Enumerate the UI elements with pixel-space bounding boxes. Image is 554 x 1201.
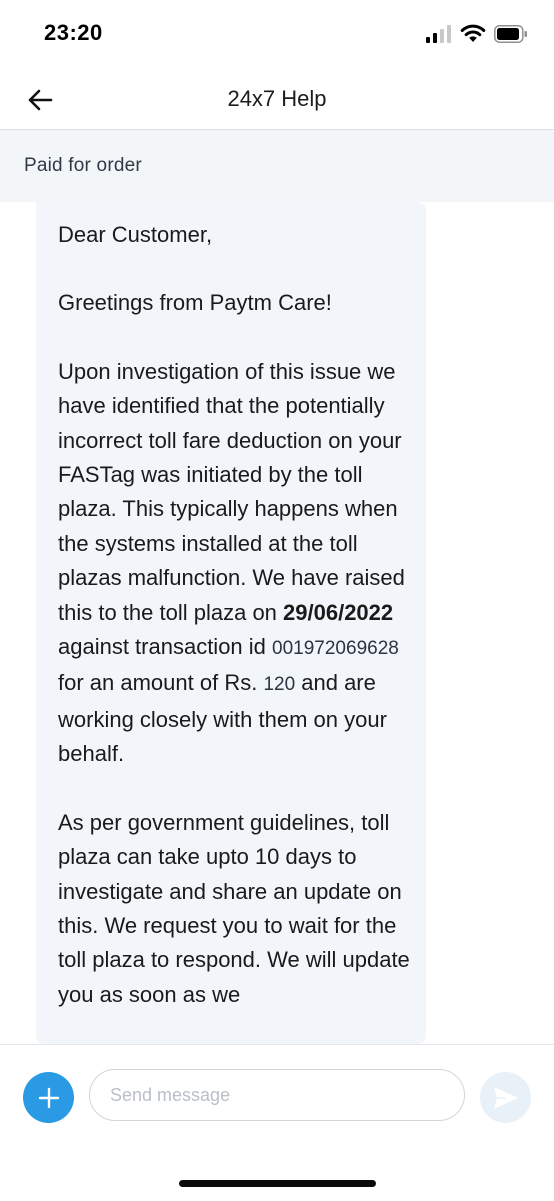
message-greeting: Dear Customer, <box>58 222 213 247</box>
wifi-icon <box>460 24 486 43</box>
message-input[interactable] <box>89 1069 465 1121</box>
transaction-id: 001972069628 <box>272 638 399 660</box>
battery-icon <box>494 25 528 43</box>
message-text: and are working closely with them on your behalf. <box>58 670 387 767</box>
message-text: Upon investigation of this issue we have identified that the potentially incorrect toll fare deduction on your FASTag was initiated by the toll plaza. This typically happens when the systems installed at the toll plazas malfunction. We have raised this to the toll plaza on <box>58 358 405 625</box>
order-label: Paid for order <box>24 155 142 176</box>
send-button[interactable] <box>480 1072 531 1123</box>
message-bubble <box>36 202 426 1044</box>
plus-icon <box>38 1087 60 1109</box>
page-title: 24x7 Help <box>227 86 327 111</box>
home-indicator <box>179 1180 376 1187</box>
status-bar <box>0 0 554 70</box>
message-paragraph-2: As per government guidelines, toll plaza can take upto 10 days to investigate and share an update on this. We request you to wait for the toll plaza to respond. We will update you as soon as we <box>58 809 410 1007</box>
add-attachment-button[interactable] <box>23 1072 74 1123</box>
message-text: against transaction id <box>58 634 273 660</box>
message-date: 29/06/2022 <box>283 599 394 625</box>
order-context-bar <box>0 130 554 202</box>
message-intro: Greetings from Paytm Care! <box>58 290 332 316</box>
app-header <box>0 70 554 130</box>
cellular-signal-icon <box>426 25 452 43</box>
amount: 120 <box>263 674 296 696</box>
message-composer <box>0 1044 554 1201</box>
message-paragraph-1 <box>58 355 412 772</box>
status-time: 23:20 <box>44 20 103 45</box>
message-text: for an amount of Rs. <box>58 670 264 696</box>
send-icon <box>492 1085 520 1111</box>
chat-area[interactable] <box>0 202 554 1044</box>
status-icons <box>426 24 528 43</box>
